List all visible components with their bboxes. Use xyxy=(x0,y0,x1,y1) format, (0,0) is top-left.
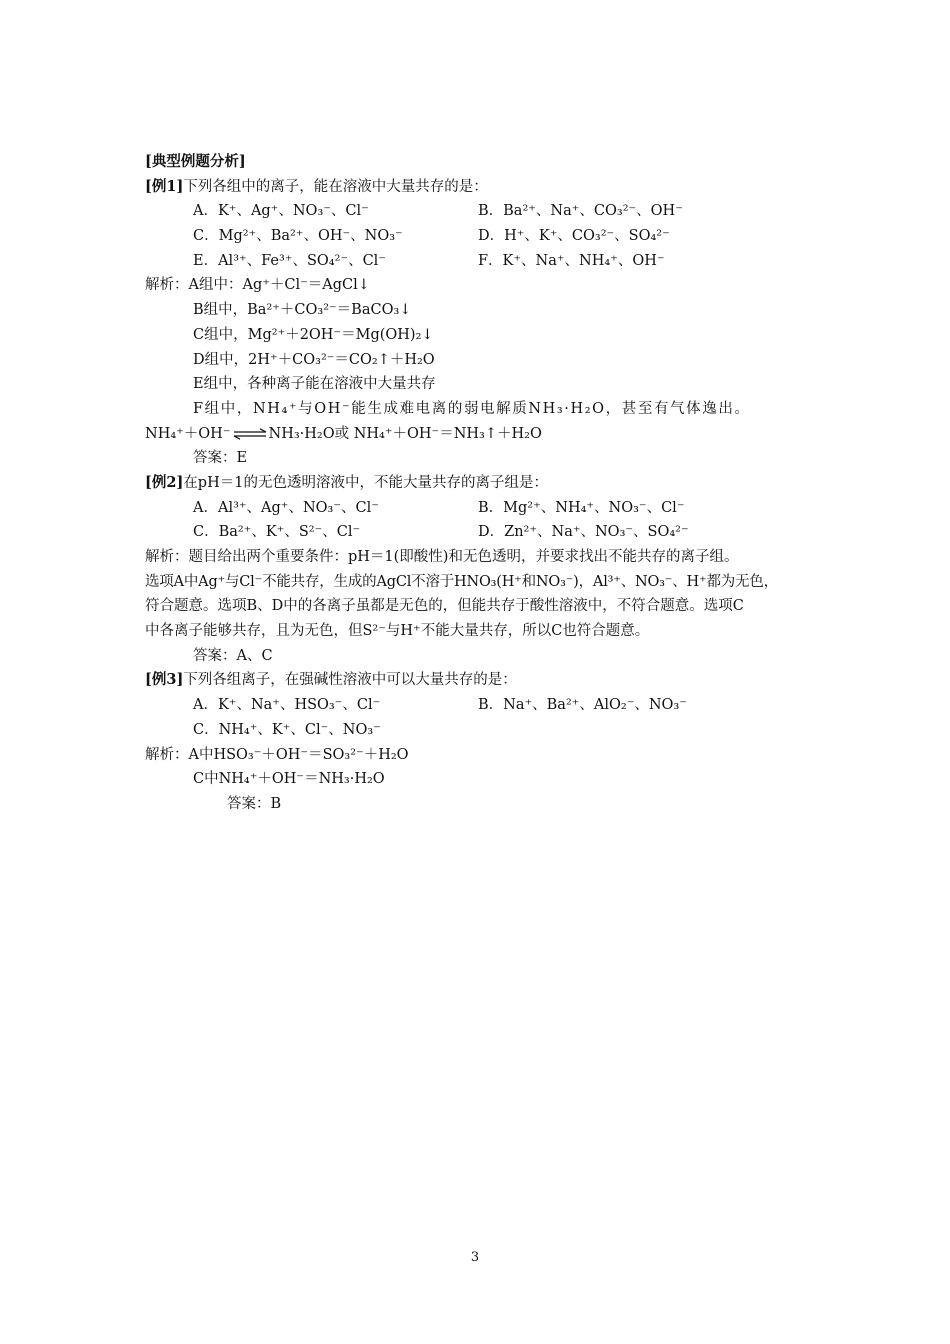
example-3-options-row-1 xyxy=(145,693,810,718)
ex2-analysis-line-4: 中各离子能够共存，且为无色，但S²⁻与H⁺不能大量共存，所以C也符合题意。 xyxy=(145,623,650,640)
ex1-analysis-label: 解析： xyxy=(145,277,189,294)
ex1-analysis-a-text: A组中：Ag⁺＋Cl⁻＝AgCl↓ xyxy=(188,277,370,294)
example-1-question-text: 下列各组中的离子，能在溶液中大量共存的是： xyxy=(183,178,488,195)
ex2-analysis-line-3: 符合题意。选项B、D中的各离子虽都是无色的，但能共存于酸性溶液中，不符合题意。选项C xyxy=(145,598,744,615)
page-number: 3 xyxy=(470,1250,480,1265)
ex3-analysis-c: C中NH₄⁺＋OH⁻＝NH₃·H₂O xyxy=(193,771,385,788)
ex2-answer: 答案：A、C xyxy=(193,647,273,664)
example-1-options-row-3 xyxy=(145,249,810,274)
ex2-option-c: C．Ba²⁺、K⁺、S²⁻、Cl⁻ xyxy=(193,524,361,541)
example-1-options-row-2 xyxy=(145,224,810,249)
ex3-option-b: B．Na⁺、Ba²⁺、AlO₂⁻、NO₃⁻ xyxy=(478,697,687,714)
ex1-analysis-b: B组中，Ba²⁺＋CO₃²⁻＝BaCO₃↓ xyxy=(193,302,412,319)
example-1-options-row-1 xyxy=(145,199,810,224)
example-2-options-row-2 xyxy=(145,520,810,545)
ex3-analysis-label: 解析： xyxy=(145,746,189,763)
ex1-option-c: C．Mg²⁺、Ba²⁺、OH⁻、NO₃⁻ xyxy=(193,228,403,245)
ex1-equilibrium-line xyxy=(145,422,810,447)
ex1-option-b: B．Ba²⁺、Na⁺、CO₃²⁻、OH⁻ xyxy=(478,203,683,220)
example-3-label: [例3] xyxy=(145,671,184,689)
document-content xyxy=(145,150,810,817)
ex2-analysis-line-1: 解析：题目给出两个重要条件：pH＝1(即酸性)和无色透明，并要求找出不能共存的离子组。 xyxy=(145,549,739,565)
ex1-analysis-e: E组中，各种离子能在溶液中大量共存 xyxy=(193,376,436,393)
ex1-analysis-d: D组中，2H⁺＋CO₃²⁻＝CO₂↑＋H₂O xyxy=(193,351,435,368)
ex2-option-b: B．Mg²⁺、NH₄⁺、NO₃⁻、Cl⁻ xyxy=(478,499,685,516)
example-2-question-text: 在pH＝1的无色透明溶液中，不能大量共存的离子组是： xyxy=(183,474,548,491)
ex3-option-a: A．K⁺、Na⁺、HSO₃⁻、Cl⁻ xyxy=(193,697,381,714)
ex1-option-e: E．Al³⁺、Fe³⁺、SO₄²⁻、Cl⁻ xyxy=(193,252,386,269)
reversible-arrow-icon xyxy=(232,428,268,440)
ex3-analysis-a-text: A中HSO₃⁻＋OH⁻＝SO₃²⁻＋H₂O xyxy=(188,746,409,763)
ex1-analysis-f: F组中，NH₄⁺与OH⁻能生成难电离的弱电解质NH₃·H₂O，甚至有气体逸出。 xyxy=(193,400,751,417)
ex3-answer: 答案：B xyxy=(227,795,282,812)
section-title: [典型例题分析] xyxy=(145,153,246,170)
ex1-option-a: A．K⁺、Ag⁺、NO₃⁻、Cl⁻ xyxy=(193,203,369,220)
ex1-option-f: F．K⁺、Na⁺、NH₄⁺、OH⁻ xyxy=(478,252,665,269)
example-3-options-row-2 xyxy=(145,718,810,743)
example-1-label: [例1] xyxy=(145,177,184,195)
example-1-question xyxy=(145,175,810,200)
ex1-eq-left: NH₄⁺＋OH⁻ xyxy=(145,425,231,442)
example-2-label: [例2] xyxy=(145,473,184,491)
ex2-analysis-line-2: 选项A中Ag⁺与Cl⁻不能共存，生成的AgCl不溶于HNO₃(H⁺和NO₃⁻)，Al³⁺、NO₃⁻、H⁺都为无色， xyxy=(145,573,778,590)
ex2-option-a: A．Al³⁺、Ag⁺、NO₃⁻、Cl⁻ xyxy=(193,499,379,516)
ex1-eq-right: NH₃·H₂O或 NH₄⁺＋OH⁻＝NH₃↑＋H₂O xyxy=(268,425,542,442)
ex1-analysis-a xyxy=(145,273,810,298)
ex3-analysis-a xyxy=(145,743,810,768)
example-2-options-row-1 xyxy=(145,496,810,521)
example-3-question-text: 下列各组离子，在强碱性溶液中可以大量共存的是： xyxy=(183,672,517,689)
example-2-question xyxy=(145,471,810,496)
ex3-option-c: C．NH₄⁺、K⁺、Cl⁻、NO₃⁻ xyxy=(193,721,381,738)
example-3-question xyxy=(145,668,810,693)
ex1-answer: 答案：E xyxy=(193,450,248,467)
ex1-analysis-c: C组中，Mg²⁺＋2OH⁻＝Mg(OH)₂↓ xyxy=(193,326,434,343)
ex2-option-d: D．Zn²⁺、Na⁺、NO₃⁻、SO₄²⁻ xyxy=(478,524,689,541)
ex1-option-d: D．H⁺、K⁺、CO₃²⁻、SO₄²⁻ xyxy=(478,228,670,245)
